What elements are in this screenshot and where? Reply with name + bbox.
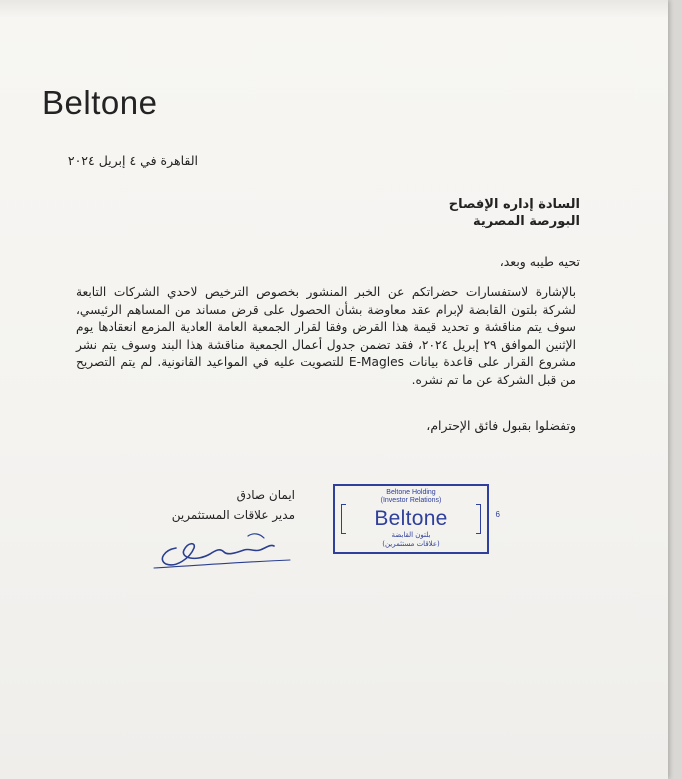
stamp-company-line: Beltone Holding	[386, 489, 436, 496]
addressee-line-2: البورصة المصرية	[473, 214, 580, 229]
stamp-arabic-company: بلتون القابضة	[391, 531, 431, 539]
stamp-brand: Beltone	[374, 507, 448, 530]
stamp-number: 6	[495, 510, 500, 519]
stamp-department-line: (Investor Relations)	[380, 497, 442, 504]
addressee-line-1: السادة إداره الإفصاح	[448, 197, 580, 212]
stamp-arabic-department: (علاقات مستثمرين)	[382, 540, 440, 548]
paper-top-edge	[0, 0, 668, 18]
letter-body: بالإشارة لاستفسارات حضراتكم عن الخبر المنشور بخصوص الترخيص لاحدي الشركات التابعة لشركة بلتون القابضة لإبرام عقد معاوضة بشأن الحصول على قرض مساند من المساهم الرئيسي، سوف يتم مناقشة و تحديد قيمة هذا القرض وفقا لقرار الجمعية العامة العادية المزمع انعقادها يوم الإثنين الموافق ٢٩ إبريل ٢٠٢٤، فقد تضمن جدول أعمال الجمعية مناقشة هذا البند وسوف يتم نشر مشروع القرار على قاعدة بيانات E-Magles للتصويت عليه في المواعيد القانونية. لم يتم التصريح من قبل الشركة عن ما تم نشره.	[76, 285, 577, 387]
closing-line: وتفضلوا بقبول فائق الإحترام،	[426, 418, 576, 433]
letterhead-logo: Beltone	[42, 84, 158, 121]
letter-date: القاهرة في ٤ إبريل ٢٠٢٤	[67, 153, 198, 168]
handwritten-signature	[150, 522, 300, 572]
company-stamp	[333, 484, 500, 554]
signatory-title: مدير علاقات المستثمرين	[171, 508, 295, 522]
greeting: تحيه طيبه وبعد،	[499, 254, 580, 269]
signatory-name: ايمان صادق	[236, 488, 295, 502]
